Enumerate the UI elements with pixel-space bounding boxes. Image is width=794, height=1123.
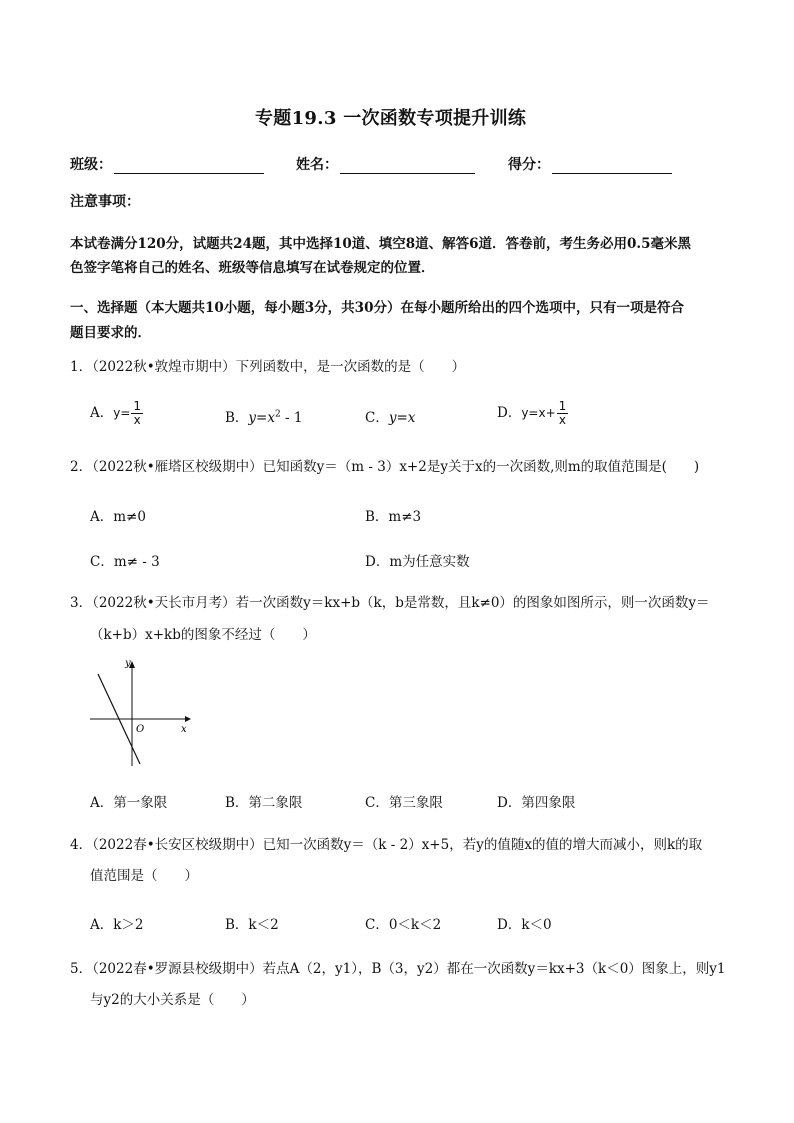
- class-blank[interactable]: [114, 159, 264, 174]
- name-blank[interactable]: [340, 159, 475, 174]
- q1-d-fraction: [557, 400, 569, 427]
- q1-d-numerator: 1: [558, 399, 567, 413]
- q1-a-fraction: [131, 400, 143, 427]
- q3-option-b[interactable]: B．第二象限: [225, 795, 303, 811]
- q1-a-numerator: 1: [133, 399, 142, 413]
- score-blank[interactable]: [552, 159, 672, 174]
- notice-line-2: 色签字笔将自己的姓名、班级等信息填写在试卷规定的位置．: [70, 260, 435, 276]
- section1-line-2: 题目要求的．: [70, 325, 151, 341]
- x-axis-label: x: [181, 724, 187, 735]
- score-field[interactable]: [508, 154, 672, 174]
- q1-option-b[interactable]: [225, 406, 302, 426]
- q1-d-denominator: x: [558, 413, 567, 427]
- q1-d-label: D．: [497, 405, 522, 421]
- q2-option-d[interactable]: D．m为任意实数: [365, 554, 470, 570]
- q3-option-c[interactable]: C．第三象限: [365, 795, 443, 811]
- q4-option-d[interactable]: D．k＜0: [497, 917, 552, 933]
- q3-line-1: 3．（2022秋•天长市月考）若一次函数y＝kx+b（k，b是常数，且k≠0）的图象如图所示，则一次函数y＝: [70, 595, 710, 611]
- q2-option-a[interactable]: A．m≠0: [90, 509, 146, 525]
- q3-graph: [85, 656, 195, 768]
- q1-stem: 1．（2022秋•敦煌市期中）下列函数中，是一次函数的是（ ）: [70, 359, 466, 375]
- q1-b-tail: - 1: [280, 410, 303, 426]
- q1-option-d[interactable]: [497, 400, 569, 427]
- q1-c-expr: y=x: [388, 410, 416, 426]
- q4-line-1: 4．（2022春•长安区校级期中）已知一次函数y＝（k - 2）x+5，若y的值随x的值的增大而减小，则k的取: [70, 837, 703, 853]
- q5-line-2: 与y2的大小关系是（ ）: [90, 992, 255, 1008]
- name-field[interactable]: [296, 154, 475, 174]
- q3-option-a[interactable]: A．第一象限: [90, 795, 168, 811]
- section1-line-1: 一、选择题（本大题共10小题，每小题3分，共30分）在每小题所给出的四个选项中，只有一项是符合: [70, 300, 684, 316]
- q4-line-2: 值范围是（ ）: [90, 868, 198, 884]
- x-axis-arrow: [185, 716, 191, 722]
- q2-stem: 2．（2022秋•雁塔区校级期中）已知函数y＝（m - 3）x+2是y关于x的一次函数,则m的取值范围是( ): [70, 459, 700, 475]
- q2-option-c[interactable]: C．m≠ - 3: [90, 554, 160, 570]
- origin-label: O: [136, 724, 145, 735]
- page-title: 专题19.3 一次函数专项提升训练: [255, 108, 527, 129]
- q1-c-label: C．: [365, 410, 389, 426]
- score-label: 得分：: [508, 157, 550, 173]
- q4-option-b[interactable]: B．k＜2: [225, 917, 279, 933]
- y-axis-label: y: [125, 658, 131, 669]
- q1-d-lhs: y=x+: [521, 406, 556, 420]
- q2-option-b[interactable]: B．m≠3: [365, 509, 422, 525]
- q4-option-a[interactable]: A．k＞2: [90, 917, 144, 933]
- q1-option-c[interactable]: [365, 406, 415, 426]
- q3-line-2: （k+b）x+kb的图象不经过（ ）: [90, 627, 316, 643]
- notice-heading: 注意事项：: [70, 194, 140, 210]
- q1-a-lhs: y=: [113, 406, 131, 420]
- q1-a-denominator: x: [133, 413, 141, 427]
- q1-b-expr: y=x: [248, 410, 275, 426]
- q1-b-label: B．: [225, 410, 249, 426]
- class-field[interactable]: [70, 154, 264, 174]
- q5-line-1: 5．（2022春•罗源县校级期中）若点A（2，y1），B（3，y2）都在一次函数y＝kx+3（k＜0）图象上，则y1: [70, 961, 726, 977]
- q1-option-a[interactable]: [90, 400, 144, 427]
- q1-b-exponent: 2: [274, 409, 281, 420]
- class-label: 班级：: [70, 157, 112, 173]
- q1-a-label: A．: [90, 405, 114, 421]
- q3-option-d[interactable]: D．第四象限: [497, 795, 576, 811]
- notice-line-1: 本试卷满分120分，试题共24题，其中选择10道、填空8道、解答6道．答卷前，考生务必用0.5毫米黑: [70, 236, 692, 252]
- q4-option-c[interactable]: C．0＜k＜2: [365, 917, 442, 933]
- name-label: 姓名：: [296, 157, 338, 173]
